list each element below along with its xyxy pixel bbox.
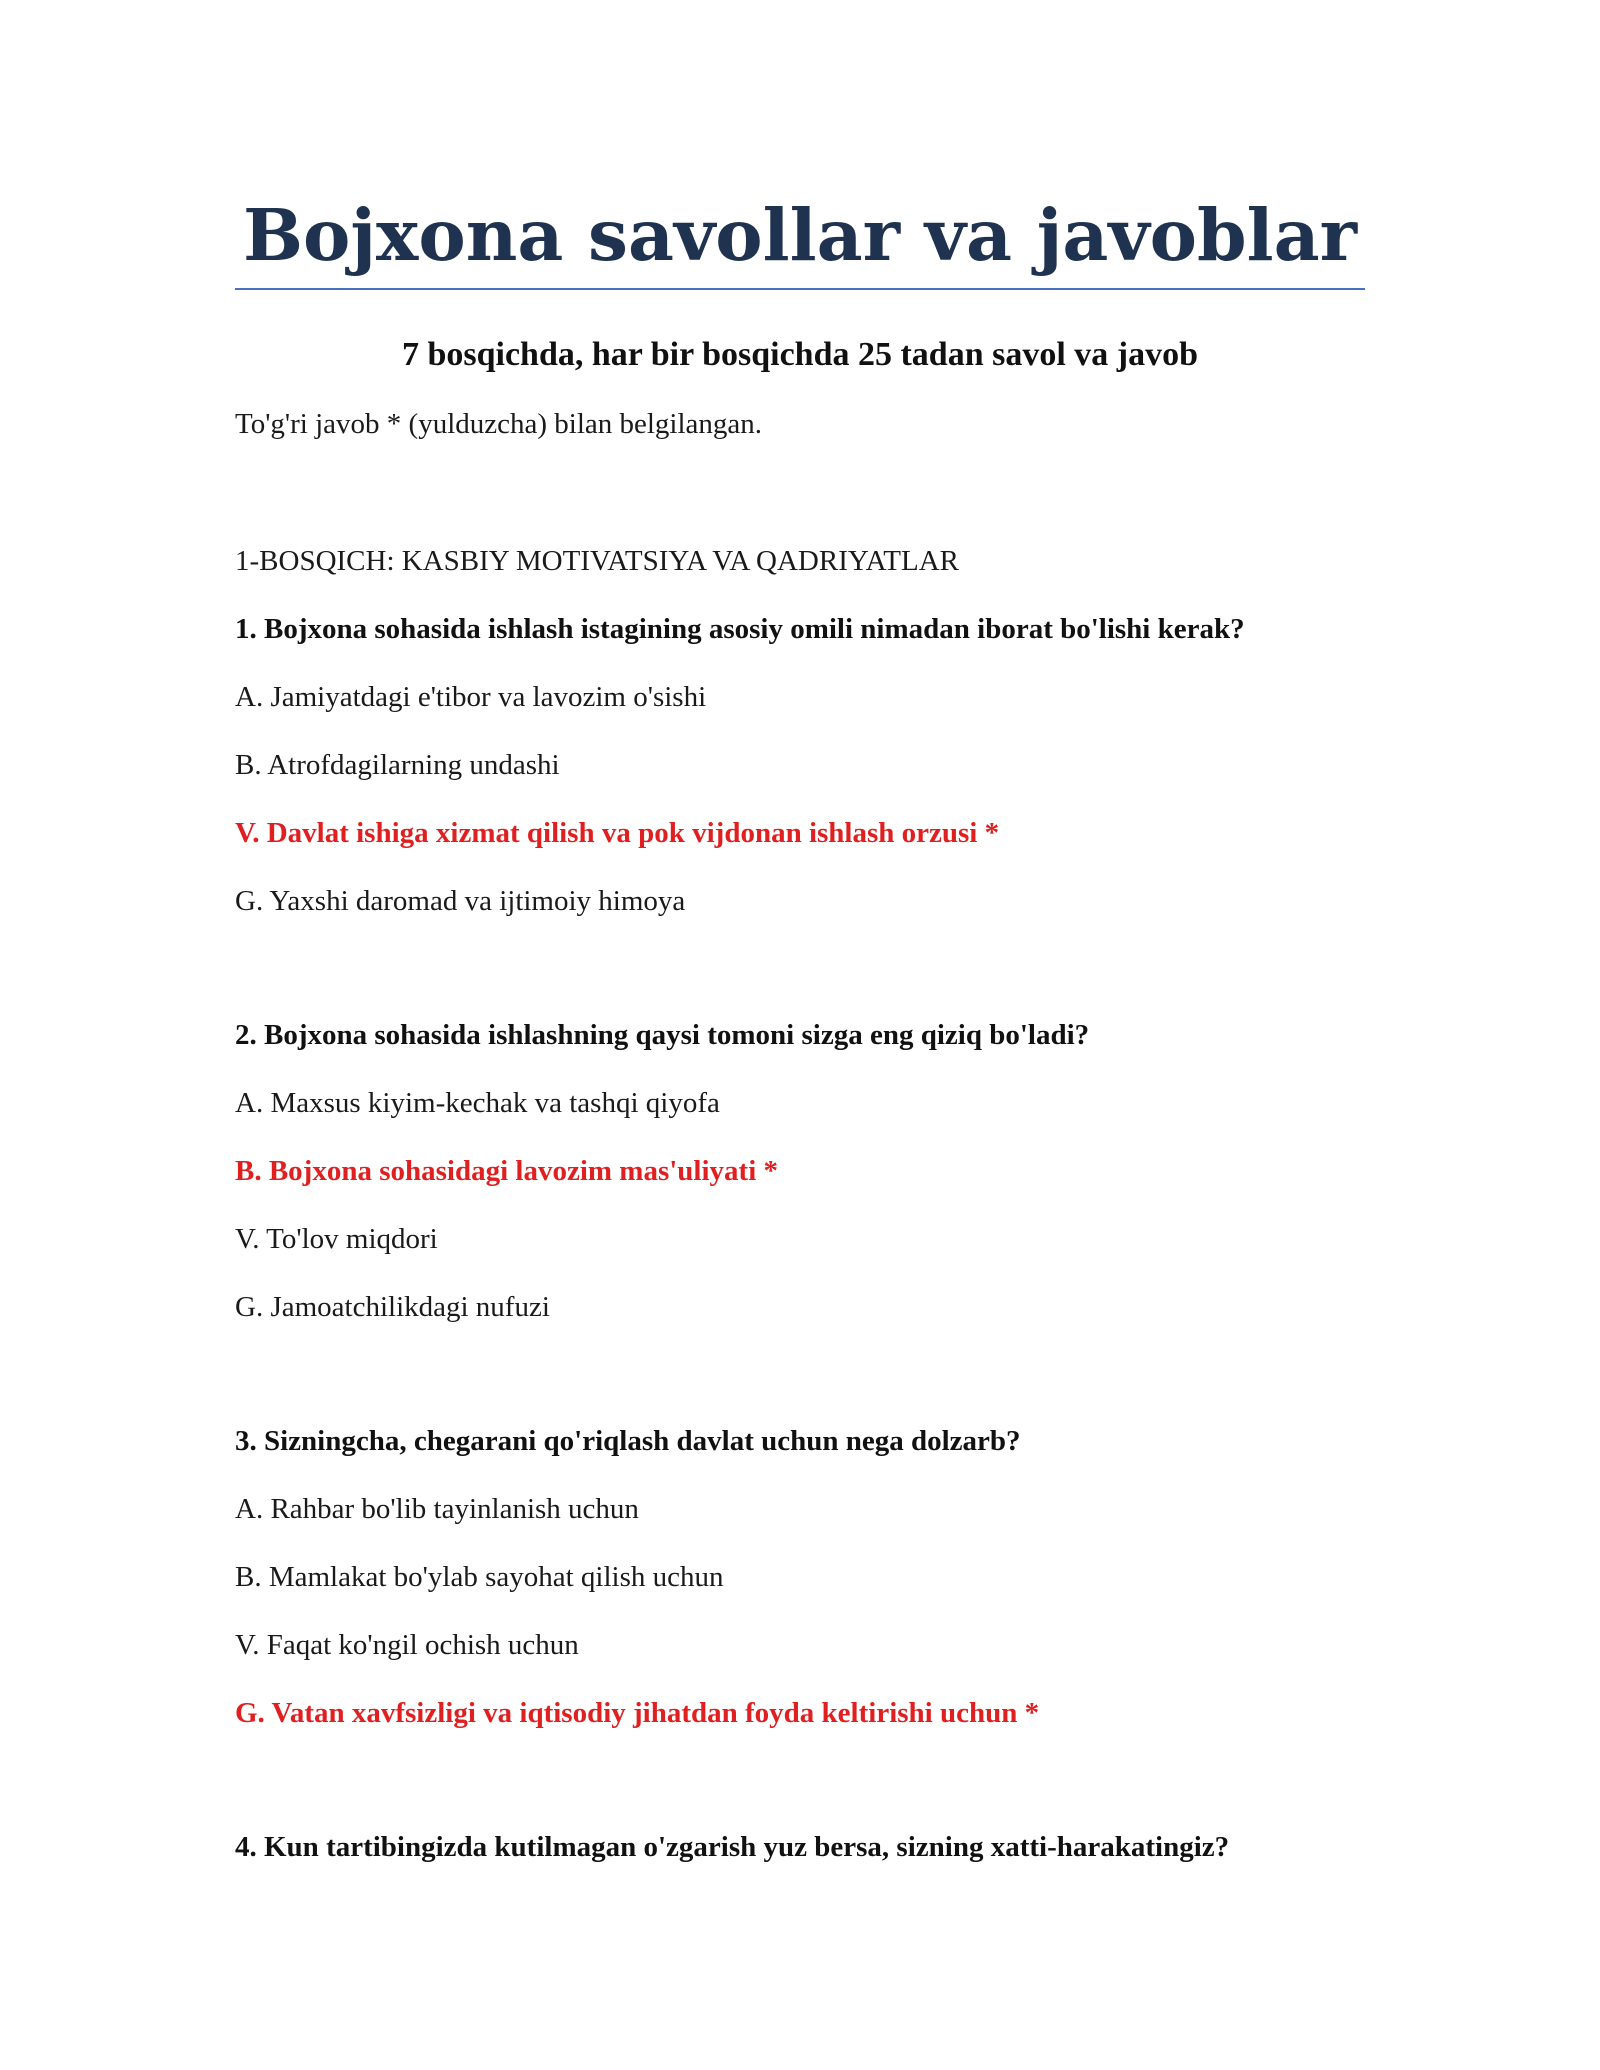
- q3-option-g-correct: G. Vatan xavfsizligi va iqtisodiy jihatdan foyda keltirishi uchun *: [235, 1697, 1040, 1729]
- question-3: 3. Sizningcha, chegarani qo'riqlash davlat uchun nega dolzarb?: [235, 1425, 1021, 1457]
- q1-option-a: A. Jamiyatdagi e'tibor va lavozim o'sishi: [235, 681, 707, 713]
- q3-option-b: B. Mamlakat bo'ylab sayohat qilish uchun: [235, 1561, 724, 1593]
- q3-option-a: A. Rahbar bo'lib tayinlanish uchun: [235, 1493, 639, 1525]
- q2-option-v: V. To'lov miqdori: [235, 1223, 438, 1255]
- q2-option-a: A. Maxsus kiyim-kechak va tashqi qiyofa: [235, 1087, 720, 1119]
- q2-option-b-correct: B. Bojxona sohasidagi lavozim mas'uliyati *: [235, 1155, 779, 1187]
- answer-key-note: To'g'ri javob * (yulduzcha) bilan belgilangan.: [235, 408, 763, 440]
- q3-option-v: V. Faqat ko'ngil ochish uchun: [235, 1629, 579, 1661]
- question-2: 2. Bojxona sohasida ishlashning qaysi tomoni sizga eng qiziq bo'ladi?: [235, 1019, 1090, 1051]
- question-4: 4. Kun tartibingizda kutilmagan o'zgarish yuz bersa, sizning xatti-harakatingiz?: [235, 1831, 1230, 1863]
- q1-option-g: G. Yaxshi daromad va ijtimoiy himoya: [235, 885, 686, 917]
- q1-option-v-correct: V. Davlat ishiga xizmat qilish va pok vijdonan ishlash orzusi *: [235, 817, 1000, 849]
- q1-option-b: B. Atrofdagilarning undashi: [235, 749, 560, 781]
- question-1: 1. Bojxona sohasida ishlash istagining asosiy omili nimadan iborat bo'lishi kerak?: [235, 613, 1245, 645]
- q2-option-g: G. Jamoatchilikdagi nufuzi: [235, 1291, 550, 1323]
- document-title: Bojxona savollar va javoblar: [242, 193, 1358, 277]
- document-subtitle: 7 bosqichda, har bir bosqichda 25 tadan savol va javob: [401, 336, 1199, 373]
- stage-heading: 1-BOSQICH: KASBIY MOTIVATSIYA VA QADRIYATLAR: [235, 545, 960, 577]
- title-underline: [235, 288, 1365, 290]
